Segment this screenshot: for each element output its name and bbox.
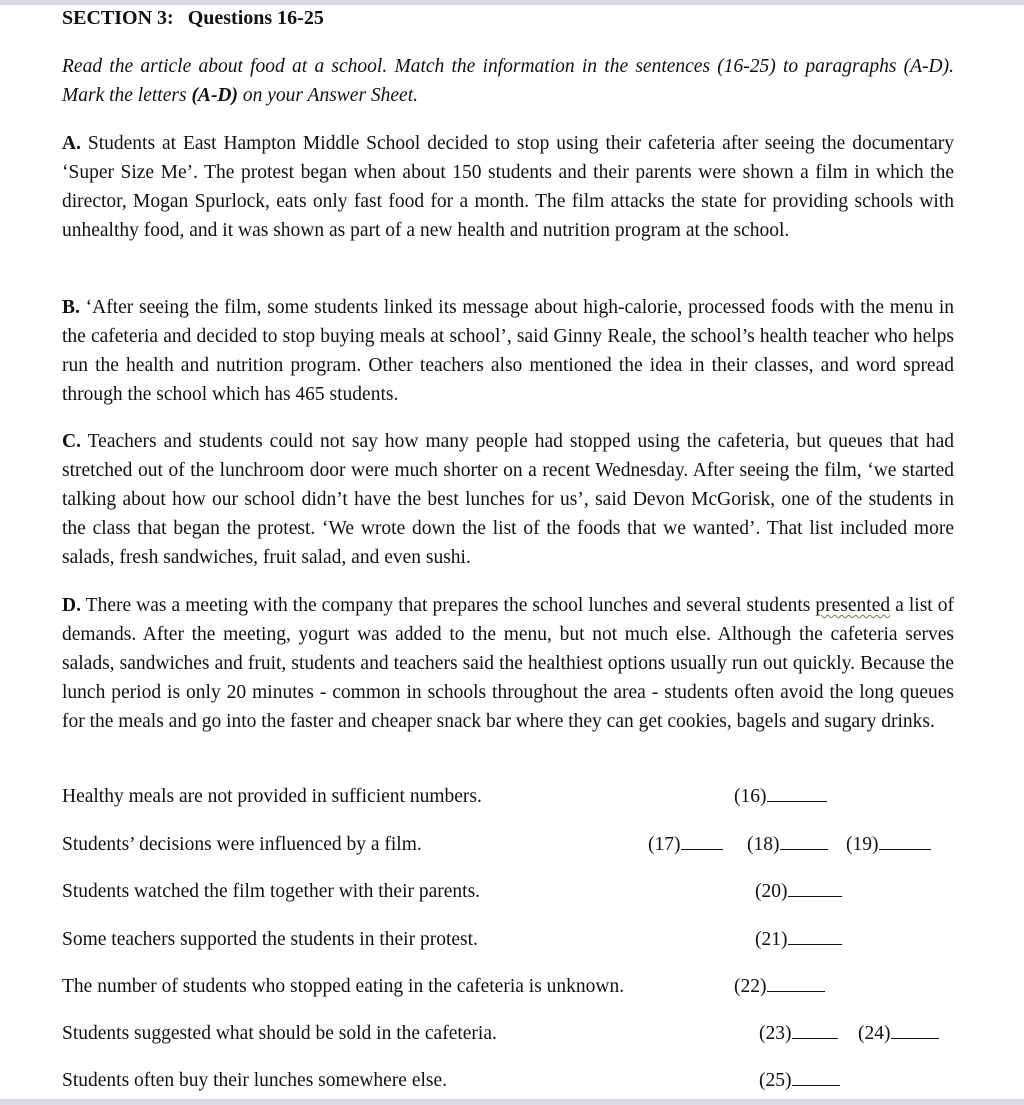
answer-slot[interactable]: (25) [759,1070,840,1092]
question-statement: Students’ decisions were influenced by a film. [62,834,422,855]
paragraph-text-end: a list of demands. After the meeting, yogurt was added to the menu, but not much else. Although the cafeteria serves salads, sandwiches and fruit, students and teachers said the healthiest options usually run out quickly. Because the lunch period is only 20 minutes - common in schools throughout the area - students often avoid the long queues for the meals and go into the faster and cheaper snack bar where they can get cookies, bagels and sugary drinks. [62,595,954,732]
instructions [62,52,954,110]
paragraph-text: There was a meeting with the company that prepares the school lunches and several students [85,595,816,616]
instructions-text: Read the article about food at a school. Match the information in the sentences (16-25) to paragraphs (A-D). Mark the letters [62,56,954,106]
question-statement: Students suggested what should be sold in the cafeteria. [62,1023,497,1044]
answer-blank[interactable] [891,1037,939,1039]
answer-blank[interactable] [767,800,827,802]
answer-blank[interactable] [780,848,828,850]
question-statement: The number of students who stopped eating in the cafeteria is unknown. [62,976,625,997]
answer-blank[interactable] [681,848,723,850]
section-heading [62,7,324,30]
bottom-border [0,1099,1024,1105]
paragraph-letter: B. [62,297,80,318]
section-questions: Questions 16-25 [187,7,324,29]
answer-slot[interactable]: (17) [648,834,723,856]
paragraph-text: Students at East Hampton Middle School decided to stop using their cafeteria after seeing the documentary ‘Super Size Me’. The protest began when about 150 students and their parents were shown a film in which the director, Mogan Spurlock, eats only fast food for a month. The film attacks the state for providing schools with unhealthy food, and it was shown as part of a new health and nutrition program at the school. [62,133,955,241]
paragraph-text: Teachers and students could not say how many people had stopped using the cafeteria, but queues that had stretched out of the lunchroom door were much shorter on a recent Wednesday. After seeing the film, ‘we started talking about how our school didn’t have the best lunches for us’, said Devon McGorisk, one of the students in the class that began the protest. ‘We wrote down the list of the foods that we wanted’. That list included more salads, fresh sandwiches, fruit salad, and even sushi. [62,431,954,568]
answer-slot[interactable]: (22) [734,976,825,998]
paragraph-text: ‘After seeing the film, some students linked its message about high-calorie, processed foods with the menu in the cafeteria and decided to stop buying meals at school’, said Ginny Reale, the school’s health teacher who helps run the health and nutrition program. Other teachers also mentioned the idea in their classes, and word spread through the school which has 465 students. [62,297,955,405]
answer-slot[interactable]: (23) [759,1023,838,1045]
paragraph-letter: D. [62,595,81,616]
paragraph-b [62,293,954,409]
paragraph-a [62,129,954,245]
instructions-letters: (A-D) [191,85,239,106]
paragraph-letter: C. [62,431,81,452]
paragraph-d [62,591,954,736]
answer-slot[interactable]: (19) [846,834,931,856]
question-statement: Students watched the film together with their parents. [62,881,481,902]
question-statement: Students often buy their lunches somewhere else. [62,1070,448,1091]
answer-blank[interactable] [788,943,842,945]
answer-slot[interactable]: (24) [858,1023,939,1045]
answer-blank[interactable] [767,990,825,992]
question-statement: Healthy meals are not provided in sufficient numbers. [62,786,482,807]
answer-blank[interactable] [792,1037,838,1039]
answer-slot[interactable]: (18) [747,834,828,856]
answer-blank[interactable] [792,1084,840,1086]
answer-slot[interactable]: (16) [734,786,827,808]
section-label: SECTION 3: [62,7,174,29]
answer-slot[interactable]: (20) [755,881,842,903]
answer-slot[interactable]: (21) [755,929,842,951]
spellcheck-marked-word: presented [815,595,891,616]
instructions-text-end: on your Answer Sheet. [238,85,419,106]
answer-blank[interactable] [788,895,842,897]
top-border [0,0,1024,5]
question-statement: Some teachers supported the students in their protest. [62,929,478,950]
paragraph-letter: A. [62,133,81,154]
answer-blank[interactable] [879,848,931,850]
paragraph-c [62,427,954,572]
